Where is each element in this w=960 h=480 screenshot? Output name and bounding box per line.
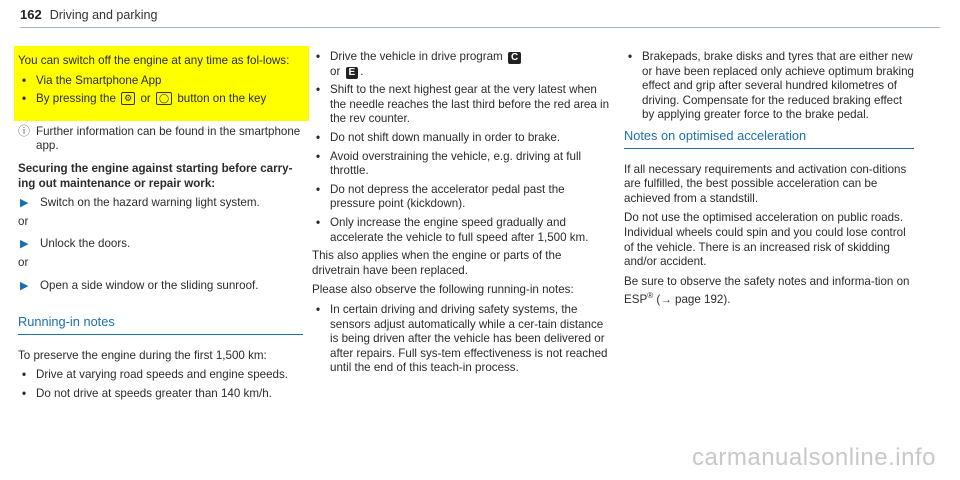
page-number: 162 xyxy=(20,7,42,22)
paragraph: Do not use the optimised acceleration on public roads. Individual wheels could spin and you could lose control of the vehicle. There is an increased risk of skidding and/or accident. xyxy=(624,211,906,269)
running-in-intro: To preserve the engine during the first 1,500 km: xyxy=(18,348,267,362)
program-c-icon: C xyxy=(508,52,521,64)
list-item: • Drive at varying road speeds and engine speeds. xyxy=(18,368,303,383)
paragraph: Please also observe the following running-in notes: xyxy=(312,283,574,297)
highlight-bullet-2 xyxy=(18,92,303,107)
highlight-intro: You can switch off the engine at any time as fol-lows: xyxy=(18,54,290,67)
column-1 xyxy=(18,48,303,406)
program-e-icon: E xyxy=(346,67,359,79)
running-in-heading: Running-in notes xyxy=(18,315,303,335)
list-item: • Avoid overstraining the vehicle, e.g. driving at full throttle. xyxy=(312,150,612,179)
step-text: Switch on the hazard warning light system. xyxy=(40,196,260,210)
bold-heading: Securing the engine against starting before carry-ing out maintenance or repair work: xyxy=(18,161,293,190)
info-text: Further information can be found in the smartphone app. xyxy=(36,124,301,153)
column-2 xyxy=(312,48,612,380)
header-divider xyxy=(20,27,940,28)
highlight-bullet-1: • Via the Smartphone App xyxy=(18,74,303,89)
bullet-text-or: or xyxy=(140,92,151,106)
optimised-acceleration-heading: Notes on optimised acceleration xyxy=(624,129,914,149)
column-3 xyxy=(624,48,914,313)
play-arrow-icon: ▶ xyxy=(20,279,29,292)
list-item: • Only increase the engine speed gradually and accelerate the vehicle to full speed after 1,500 km. xyxy=(312,216,612,245)
list-item: • Brakepads, brake disks and tyres that are either new or have been replaced only achieve optimum braking effect and grip after several hundred kilometres of driving. Compensate for the reduced braking effect by applying greater force to the brake pedal. xyxy=(624,50,914,123)
paragraph: If all necessary requirements and activation con-ditions are fulfilled, the best possible acceleration can be achieved from a standstill. xyxy=(624,162,907,205)
paragraph: This also applies when the engine or parts of the drivetrain have been replaced. xyxy=(312,249,562,277)
step-1 xyxy=(18,196,303,211)
paragraph-text: Be sure to observe the safety notes and informa-tion on ESP xyxy=(624,274,910,307)
section-title: Driving and parking xyxy=(49,8,158,22)
page-reference-link[interactable]: (→ page 192). xyxy=(656,293,731,307)
highlight-box xyxy=(14,46,309,121)
list-item: • In certain driving and driving safety systems, the sensors adjust automatically while a cer-tain distance is being driven after the vehicle has been delivered or after repairs. Full sys-tem effectiveness is not reached until the end of this teach-in process. xyxy=(312,303,612,376)
step-text: Unlock the doors. xyxy=(40,237,131,251)
registered-mark: ® xyxy=(647,291,654,301)
bullet-text: Drive the vehicle in drive program xyxy=(330,50,503,63)
step-text: Open a side window or the sliding sunroof. xyxy=(40,278,259,292)
or-text: or xyxy=(18,214,29,228)
play-arrow-icon: ▶ xyxy=(20,238,29,251)
list-item: • Do not shift down manually in order to brake. xyxy=(312,131,612,146)
step-3 xyxy=(18,279,303,294)
bullet-text-or: or xyxy=(330,64,341,78)
paragraph xyxy=(624,275,914,308)
key-button-icon: ◯ xyxy=(156,92,172,105)
list-item-drive-program: • Drive the vehicle in drive program C or E . xyxy=(312,50,612,79)
page-header xyxy=(20,6,940,28)
step-2 xyxy=(18,237,303,252)
engine-start-stop-icon: ⚙ xyxy=(121,92,135,105)
watermark: carmanualsonline.info xyxy=(692,444,936,471)
or-text: or xyxy=(18,255,29,269)
bullet-text-a: By pressing the xyxy=(36,92,116,106)
info-icon: ⓘ xyxy=(18,123,31,138)
info-note xyxy=(18,125,303,154)
list-item: • Shift to the next highest gear at the very latest when the needle reaches the last third before the red area in the rev counter. xyxy=(312,83,612,127)
list-item: • Do not drive at speeds greater than 140 km/h. xyxy=(18,387,303,402)
bullet-text-b: button on the key xyxy=(177,92,267,106)
play-arrow-icon: ▶ xyxy=(20,197,29,210)
list-item: • Do not depress the accelerator pedal past the pressure point (kickdown). xyxy=(312,183,612,212)
